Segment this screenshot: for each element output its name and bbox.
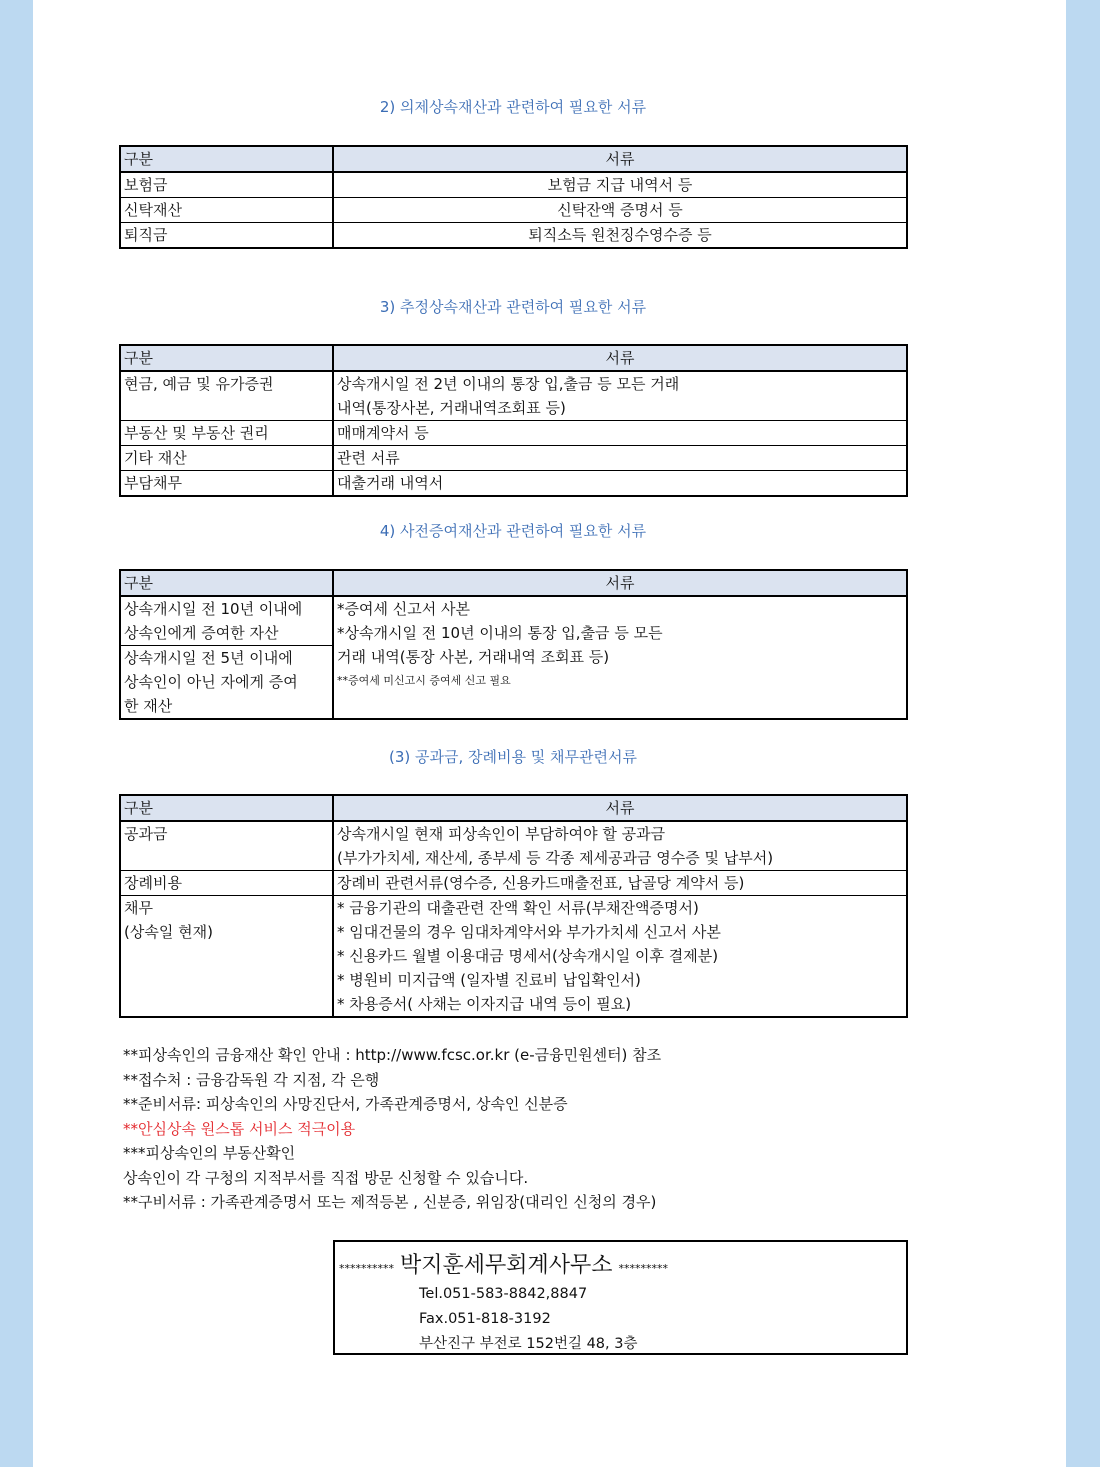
- note-required-docs: **준비서류: 피상속인의 사망진단서, 가족관계증명서, 상속인 신분증: [123, 1095, 568, 1113]
- header-category: 구분: [120, 345, 333, 371]
- row-documents-line: *상속개시일 전 10년 이내의 통장 입,출금 등 모든: [337, 624, 663, 642]
- header-category: 구분: [120, 570, 333, 596]
- table-header-row: [120, 795, 907, 821]
- row-documents-line: (부가가치세, 재산세, 종부세 등 각종 제세공과금 영수증 및 납부서): [337, 849, 774, 867]
- table-row: [120, 471, 907, 497]
- row-category-line: (상속일 현재): [124, 923, 213, 941]
- header-documents: 서류: [333, 795, 907, 821]
- row-documents-line: *증여세 신고서 사본: [337, 600, 470, 618]
- row-documents: 대출거래 내역서: [333, 471, 907, 497]
- note-financial-check: **피상속인의 금융재산 확인 안내 : http://www.fcsc.or.kr (e-금융민원센터) 참조: [123, 1046, 662, 1064]
- row-category-line: 상속인에게 증여한 자산: [121, 621, 332, 646]
- row-documents-line: 거래 내역(통장 사본, 거래내역 조회표 등): [337, 648, 610, 666]
- row-documents-line: * 병원비 미지급액 (일자별 진료비 납입확인서): [337, 971, 641, 989]
- table-row: [120, 198, 907, 223]
- stars-right: *********: [618, 1262, 669, 1275]
- row-documents-line: * 차용증서( 사채는 이자지급 내역 등이 필요): [337, 995, 632, 1013]
- section-public-title: (3) 공과금, 장례비용 및 채무관련서류: [389, 748, 637, 766]
- section4-title: 4) 사전증여재산과 관련하여 필요한 서류: [379, 522, 647, 540]
- table-row: [120, 371, 907, 421]
- note-docs-list: **구비서류 : 가족관계증명서 또는 제적등본 , 신분증, 위임장(대리인 신청의 경우): [123, 1193, 657, 1211]
- row-documents: [333, 896, 907, 1018]
- row-category: 현금, 예금 및 유가증권: [120, 371, 333, 421]
- row-category: 보험금: [120, 172, 333, 198]
- row-documents-line: * 신용카드 월별 이용대금 명세서(상속개시일 이후 결제분): [337, 947, 719, 965]
- office-contact: [419, 1282, 637, 1357]
- row-documents-line: 상속개시일 현재 피상속인이 부담하여야 할 공과금: [337, 825, 666, 843]
- row-category: [120, 596, 333, 719]
- row-documents: 장례비 관련서류(영수증, 신용카드매출전표, 납골당 계약서 등): [333, 871, 907, 896]
- row-category: 공과금: [120, 821, 333, 871]
- office-name: 박지훈세무회계사무소: [400, 1253, 613, 1278]
- row-category: 기타 재산: [120, 446, 333, 471]
- stars-left: **********: [339, 1262, 394, 1275]
- header-documents: 서류: [333, 146, 907, 172]
- row-documents: [333, 596, 907, 719]
- row-category-line: 한 재산: [124, 697, 173, 715]
- row-category: 부동산 및 부동산 권리: [120, 421, 333, 446]
- table-row: [120, 446, 907, 471]
- row-documents: 관련 서류: [333, 446, 907, 471]
- row-documents-line: * 금융기관의 대출관련 잔액 확인 서류(부채잔액증명서): [337, 899, 699, 917]
- row-category: [120, 896, 333, 1018]
- table-row: [120, 871, 907, 896]
- office-tel: Tel.051-583-8842,8847: [419, 1286, 588, 1302]
- section-public-table: [119, 794, 908, 1018]
- row-documents-line: * 임대건물의 경우 임대차계약서와 부가가치세 신고서 사본: [337, 923, 721, 941]
- header-documents: 서류: [333, 345, 907, 371]
- table-header-row: [120, 345, 907, 371]
- table-header-row: [120, 570, 907, 596]
- section3-title: 3) 추정상속재산과 관련하여 필요한 서류: [379, 298, 647, 316]
- office-info-box: [333, 1240, 908, 1355]
- row-documents: 신탁잔액 증명서 등: [333, 198, 907, 223]
- note-real-estate: ***피상속인의 부동산확인: [123, 1144, 296, 1162]
- row-category: 신탁재산: [120, 198, 333, 223]
- section2-title: 2) 의제상속재산과 관련하여 필요한 서류: [379, 98, 647, 116]
- row-category: 장례비용: [120, 871, 333, 896]
- row-documents-line: 내역(통장사본, 거래내역조회표 등): [337, 399, 566, 417]
- office-name-line: [339, 1248, 668, 1279]
- table-row: [120, 821, 907, 871]
- header-documents: 서류: [333, 570, 907, 596]
- row-documents: 보험금 지급 내역서 등: [333, 172, 907, 198]
- row-category-line: 채무: [124, 899, 153, 917]
- row-documents-note: **증여세 미신고시 증여세 신고 필요: [337, 674, 511, 687]
- office-address: 부산진구 부전로 152번길 48, 3층: [419, 1336, 638, 1352]
- row-documents-line: 상속개시일 전 2년 이내의 통장 입,출금 등 모든 거래: [337, 375, 680, 393]
- table-row: [120, 596, 907, 719]
- row-documents: [333, 821, 907, 871]
- header-category: 구분: [120, 795, 333, 821]
- note-visit: 상속인이 각 구청의 지적부서를 직접 방문 신청할 수 있습니다.: [123, 1168, 529, 1187]
- table-row: [120, 223, 907, 249]
- document-page: [33, 0, 1066, 1467]
- section2-table: [119, 145, 908, 249]
- row-category-line: 상속개시일 전 10년 이내에: [124, 600, 303, 618]
- row-category-line: 상속인이 아닌 자에게 증여: [124, 673, 298, 691]
- note-reception: **접수처 : 금융감독원 각 지점, 각 은행: [123, 1070, 380, 1089]
- row-category: 부담채무: [120, 471, 333, 497]
- note-onestop-service: **안심상속 원스톱 서비스 적극이용: [123, 1119, 356, 1138]
- section4-table: [119, 569, 908, 720]
- row-documents: 매매계약서 등: [333, 421, 907, 446]
- row-documents: 퇴직소득 원천징수영수증 등: [333, 223, 907, 249]
- table-row: [120, 896, 907, 1018]
- section3-table: [119, 344, 908, 497]
- table-row: [120, 172, 907, 198]
- table-header-row: [120, 146, 907, 172]
- row-category: 퇴직금: [120, 223, 333, 249]
- notes-block: [123, 1043, 661, 1215]
- table-row: [120, 421, 907, 446]
- header-category: 구분: [120, 146, 333, 172]
- office-fax: Fax.051-818-3192: [419, 1311, 551, 1327]
- row-category-line: 상속개시일 전 5년 이내에: [124, 649, 293, 667]
- row-documents: [333, 371, 907, 421]
